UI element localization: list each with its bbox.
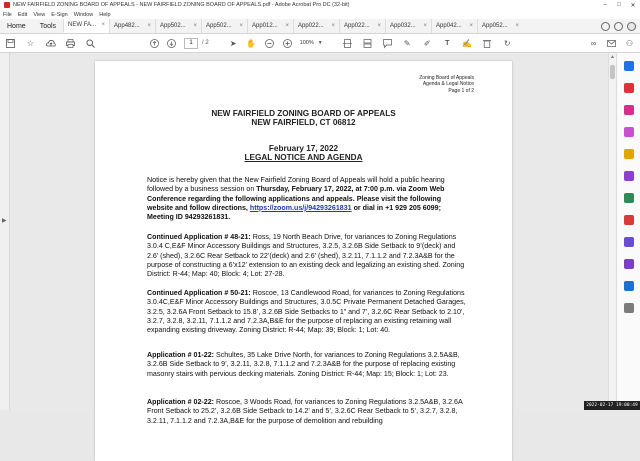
scroll-mode-icon[interactable] (363, 39, 372, 48)
intro-bold-text: Thursday, February 17, 2022, at 7:00 p.m. via Zoom Web Conference regarding the following applications and appeals. Please visit the following website and follow directions, (147, 185, 445, 212)
close-tab-icon[interactable]: × (147, 23, 152, 29)
doc-tab[interactable] (247, 19, 293, 33)
rotate-icon[interactable]: ↻ (503, 38, 511, 48)
close-window-button[interactable]: ✕ (630, 2, 636, 9)
text-edit-icon[interactable]: T (445, 39, 450, 47)
menu-esign[interactable]: E-Sign (51, 11, 68, 18)
upload-cloud-icon[interactable] (46, 39, 55, 48)
print-icon[interactable] (66, 39, 75, 48)
document-viewport[interactable] (10, 53, 608, 425)
right-tools-panel (616, 53, 640, 410)
menu-window[interactable]: Window (73, 11, 94, 18)
header-line: Zoning Board of Appeals (419, 75, 474, 81)
redact-icon[interactable] (624, 215, 634, 225)
window-controls (598, 2, 640, 9)
tabbar-right-icons (601, 19, 640, 33)
application-text: Ross, 19 North Beach Drive, for variances to Zoning Regulations 3.0.4 C,E&F Minor Accessory Buildings and Structures, 3.2.5, 3.2.6B Side Setback to 9’(deck) and 2.6’ (shed), 3.2.6C Rear Setback to 22’(deck) and 2.6’ (shed), 3.2.11, 7.1.1.2 and 7.2.3A&B for the purpose of constructing a 6’x12’ extension to an existing deck and legalizing an existing shed. Zoning District: R-44; Map: 40; Block: 4; Lot: 27-28. (147, 233, 465, 279)
scroll-up-icon[interactable]: ▲ (610, 54, 615, 60)
vertical-scrollbar[interactable] (608, 53, 616, 410)
comment-icon[interactable] (383, 39, 392, 48)
doc-tab[interactable] (477, 19, 523, 33)
request-signature-icon[interactable] (624, 259, 634, 269)
close-tab-icon[interactable]: × (193, 23, 198, 29)
organize-pages-icon[interactable] (624, 193, 634, 203)
delete-icon[interactable] (483, 39, 492, 48)
close-tab-icon[interactable]: × (377, 23, 382, 29)
zoom-in-icon[interactable] (283, 39, 292, 48)
doc-tab-label: App022... (298, 23, 324, 29)
email-icon[interactable] (607, 39, 616, 48)
close-tab-icon[interactable]: × (239, 23, 244, 29)
doc-tab[interactable] (109, 19, 155, 33)
share-link-icon[interactable]: ∞ (590, 38, 597, 48)
more-tools-icon[interactable] (624, 303, 634, 313)
combine-files-icon[interactable] (624, 171, 634, 181)
tab-home[interactable]: Home (7, 22, 26, 30)
share-people-icon[interactable]: ⚇ (625, 38, 634, 48)
page-header-right (419, 75, 474, 94)
pdf-page (95, 61, 512, 461)
doc-tab-label: App052... (482, 23, 508, 29)
highlight-pen-icon[interactable]: ✎ (403, 38, 411, 48)
close-tab-icon[interactable]: × (285, 23, 290, 29)
application-label: Continued Application # 48-21: (147, 233, 251, 241)
doc-tab[interactable] (201, 19, 247, 33)
intro-text: Notice is hereby given that the New Fairfield Zoning Board of Appeals will hold a public hearing followed by a business session on (147, 176, 445, 194)
doc-tab-label: App042... (436, 23, 462, 29)
hand-tool-icon[interactable]: ✋ (246, 38, 257, 48)
header-line: Agenda & Legal Notice (422, 81, 474, 88)
menu-bar (0, 10, 640, 19)
maximize-button[interactable]: □ (617, 1, 621, 8)
window-titlebar (0, 0, 640, 10)
close-tab-icon[interactable]: × (515, 23, 520, 29)
doc-tab[interactable] (293, 19, 339, 33)
account-icon[interactable] (627, 22, 636, 31)
close-tab-icon[interactable]: × (469, 23, 474, 29)
close-tab-icon[interactable]: × (331, 23, 336, 29)
fit-page-icon[interactable] (343, 39, 352, 48)
close-tab-icon[interactable]: × (423, 23, 428, 29)
doc-tab-label: App032... (390, 23, 416, 29)
application-item (147, 233, 467, 279)
menu-help[interactable]: Help (99, 11, 111, 18)
application-label: Application # 01-22: (147, 351, 215, 359)
chevron-down-icon[interactable]: ▼ (317, 40, 323, 46)
doc-tab[interactable] (339, 19, 385, 33)
search-tools-icon[interactable] (624, 61, 634, 71)
header-line: Page 1 of 2 (448, 87, 474, 94)
page-total: / 2 (202, 40, 209, 46)
application-text: Schultes, 35 Lake Drive North, for variances to Zoning Regulations 3.2.5A&B, 3.2.6B Side Setback to 9’, 3.2.11, 3.2.8, 7.1.1.2 and 7.2.3A&B for the purpose of replacing existing masonry stairs with pervious decking materials. Zoning District: R-44; Map: 15; Block: 1; Lot: 23. (147, 351, 460, 378)
save-icon[interactable] (6, 39, 15, 48)
zoom-out-icon[interactable] (265, 39, 274, 48)
doc-tab[interactable] (431, 19, 477, 33)
tab-bar (0, 19, 640, 34)
close-tab-icon[interactable]: × (101, 22, 106, 28)
doc-tab[interactable] (385, 19, 431, 33)
application-item (147, 289, 467, 335)
recording-timestamp: 2022-02-17 19:00:49 (584, 401, 640, 410)
page-number-input[interactable]: 1 (184, 38, 198, 49)
search-icon[interactable] (86, 39, 95, 48)
application-label: Application # 02-22: (147, 398, 215, 406)
doc-tab-label: App012... (252, 23, 278, 29)
expand-left-panel-icon[interactable]: ▶ (2, 218, 7, 224)
next-page-icon[interactable] (167, 39, 176, 48)
create-pdf-icon[interactable] (624, 105, 634, 115)
edit-pdf-icon[interactable] (624, 127, 634, 137)
zoom-level-select[interactable]: 100% (299, 40, 314, 46)
left-navigation-strip[interactable] (0, 53, 10, 410)
draw-icon[interactable]: ✐ (423, 38, 431, 48)
notifications-icon[interactable] (614, 22, 623, 31)
application-label: Continued Application # 50-21: (147, 289, 251, 297)
window-title: NEW FAIRFIELD ZONING BOARD OF APPEALS - NEW FAIRFIELD ZONING BOARD OF APPEALS.pdf - Adobe Acrobat Pro DC (32-bit) (13, 2, 350, 8)
star-icon[interactable]: ☆ (26, 38, 35, 48)
document-title-line2: NEW FAIRFIELD, CT 06812 (251, 118, 356, 127)
help-icon[interactable] (601, 22, 610, 31)
acrobat-app-icon (4, 2, 10, 8)
application-item (147, 351, 467, 379)
doc-tab-active[interactable] (63, 19, 109, 33)
doc-tab-label: App022... (344, 23, 370, 29)
intro-paragraph (147, 176, 467, 222)
application-item (147, 398, 467, 426)
notice-heading: LEGAL NOTICE AND AGENDA (244, 153, 363, 162)
doc-tab-label: App482... (114, 23, 140, 29)
select-cursor-icon[interactable]: ➤ (229, 38, 237, 48)
intro-dialin-text: or dial in +1 929 205 6099; Meeting ID 94293261831. (147, 203, 441, 222)
sign-icon[interactable]: ✍ (462, 38, 473, 48)
application-text: Roscoe, 13 Candlewood Road, for variances to Zoning Regulations 3.0.4C,E&F Minor Accessory Buildings and Structures, 3.0.5C Private Permanent Detached Garages, 3.2.5, 3.2.6A Front Setback to 15.8’, 3.2.6B Side Setbacks to 1” and 7’, 3.2.6C Rear Setback to 2.10’, 3.2.7, 3.2.8, 3.2.11, 7.1.1.2 and 7.2.3A,B&E for the purpose of replacing an existing retaining wall expanding existing driveway. Zoning District: R-44; Map: 39; Block: 1; Lot: 40. (147, 289, 466, 335)
meeting-date: February 17, 2022 (268, 144, 339, 153)
comment-tool-icon[interactable] (624, 149, 634, 159)
menu-view[interactable]: View (33, 11, 46, 18)
doc-tab-label: App502... (206, 23, 232, 29)
doc-tab[interactable] (155, 19, 201, 33)
application-text: Roscoe, 3 Woods Road, for variances to Zoning Regulations 3.2.5A&B, 3.2.6A Front Setback to 25.2’, 3.2.6B Side Setback to 14.2’ and 5’, 3.2.6C Rear Setback to 5’, 3.2.7, 3.2.8, 3.2.11, 7.1.1.2 and 7.2.3A,B&E for the purpose of demolition and rebuilding (147, 398, 463, 425)
export-pdf-icon[interactable] (624, 83, 634, 93)
scrollbar-thumb[interactable] (610, 65, 615, 79)
doc-tab-label: App502... (160, 23, 186, 29)
zoom-link[interactable]: https://zoom.us/j/94293261831 (249, 203, 352, 212)
fill-sign-icon[interactable] (624, 237, 634, 247)
doc-tab-label: NEW FA... (68, 22, 97, 28)
menu-file[interactable]: File (3, 11, 12, 18)
menu-edit[interactable]: Edit (17, 11, 28, 18)
previous-page-icon[interactable] (150, 39, 159, 48)
protect-icon[interactable] (624, 281, 634, 291)
main-toolbar (0, 34, 640, 53)
document-title-line1: NEW FAIRFIELD ZONING BOARD OF APPEALS (211, 109, 396, 118)
minimize-button[interactable]: – (603, 1, 607, 8)
tab-tools[interactable]: Tools (39, 22, 57, 30)
